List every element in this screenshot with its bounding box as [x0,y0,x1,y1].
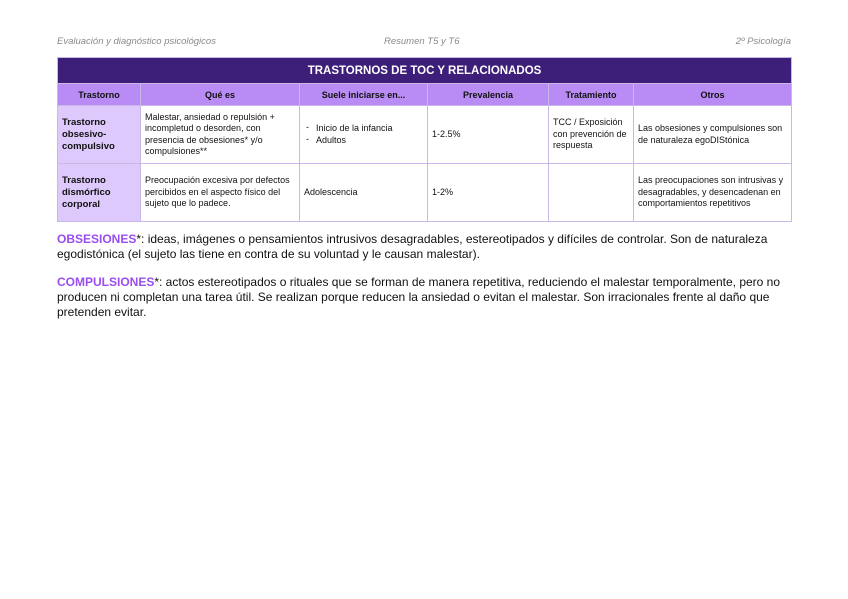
disorder-other: Las preocupaciones son intrusivas y desagradables, y desencadenan en comportamientos repetitivos [634,164,792,222]
column-header-que-es: Qué es [141,84,300,106]
table-row [58,106,792,164]
disorder-treatment [549,164,634,222]
table-header-row [58,84,792,106]
obsesiones-definition: *: ideas, imágenes o pensamientos intrusivos desagradables, estereotipados y difíciles de controlar. Son de naturaleza egodistónica (el sujeto las tiene en contra de su voluntad y le causan malestar). [57,232,768,261]
compulsiones-term: COMPULSIONES [57,275,155,289]
header-course: 2º Psicología [735,36,791,47]
table-title-row [58,58,792,84]
table-title: TRASTORNOS DE TOC Y RELACIONADOS [58,58,792,84]
disorders-table [57,57,792,222]
header-summary: Resumen T5 y T6 [384,36,460,47]
obsesiones-term: OBSESIONES [57,232,137,246]
header-subject: Evaluación y diagnóstico psicológicos [57,36,216,47]
disorder-onset [300,106,428,164]
column-header-trastorno: Trastorno [58,84,141,106]
disorder-name: Trastorno dismórfico corporal [58,164,141,222]
disorder-description: Preocupación excesiva por defectos percibidos en el aspecto físico del sujeto que lo padece. [141,164,300,222]
disorder-onset: Adolescencia [300,164,428,222]
disorder-name: Trastorno obsesivo-compulsivo [58,106,141,164]
onset-item: - Inicio de la infancia [304,123,423,135]
obsesiones-note [57,232,797,262]
disorder-treatment: TCC / Exposición con prevención de respuesta [549,106,634,164]
compulsiones-definition: *: actos estereotipados o rituales que se forman de manera repetitiva, reduciendo el malestar temporalmente, pero no producen ni completan una tarea útil. Se realizan porque reducen la ansiedad o evitan el malestar. Son irracionales frente al daño que pretenden evitar. [57,275,781,319]
page-header [57,36,791,50]
column-header-inicio: Suele iniciarse en... [300,84,428,106]
table-row [58,164,792,222]
disorder-prevalence: 1-2% [428,164,549,222]
column-header-prevalencia: Prevalencia [428,84,549,106]
disorder-description: Malestar, ansiedad o repulsión + incompletud o desorden, con presencia de obsesiones* y/o compulsiones** [141,106,300,164]
column-header-tratamiento: Tratamiento [549,84,634,106]
column-header-otros: Otros [634,84,792,106]
onset-item: - Adultos [304,135,423,147]
disorder-other: Las obsesiones y compulsiones son de naturaleza egoDIStónica [634,106,792,164]
compulsiones-note [57,275,797,320]
disorder-prevalence: 1-2.5% [428,106,549,164]
